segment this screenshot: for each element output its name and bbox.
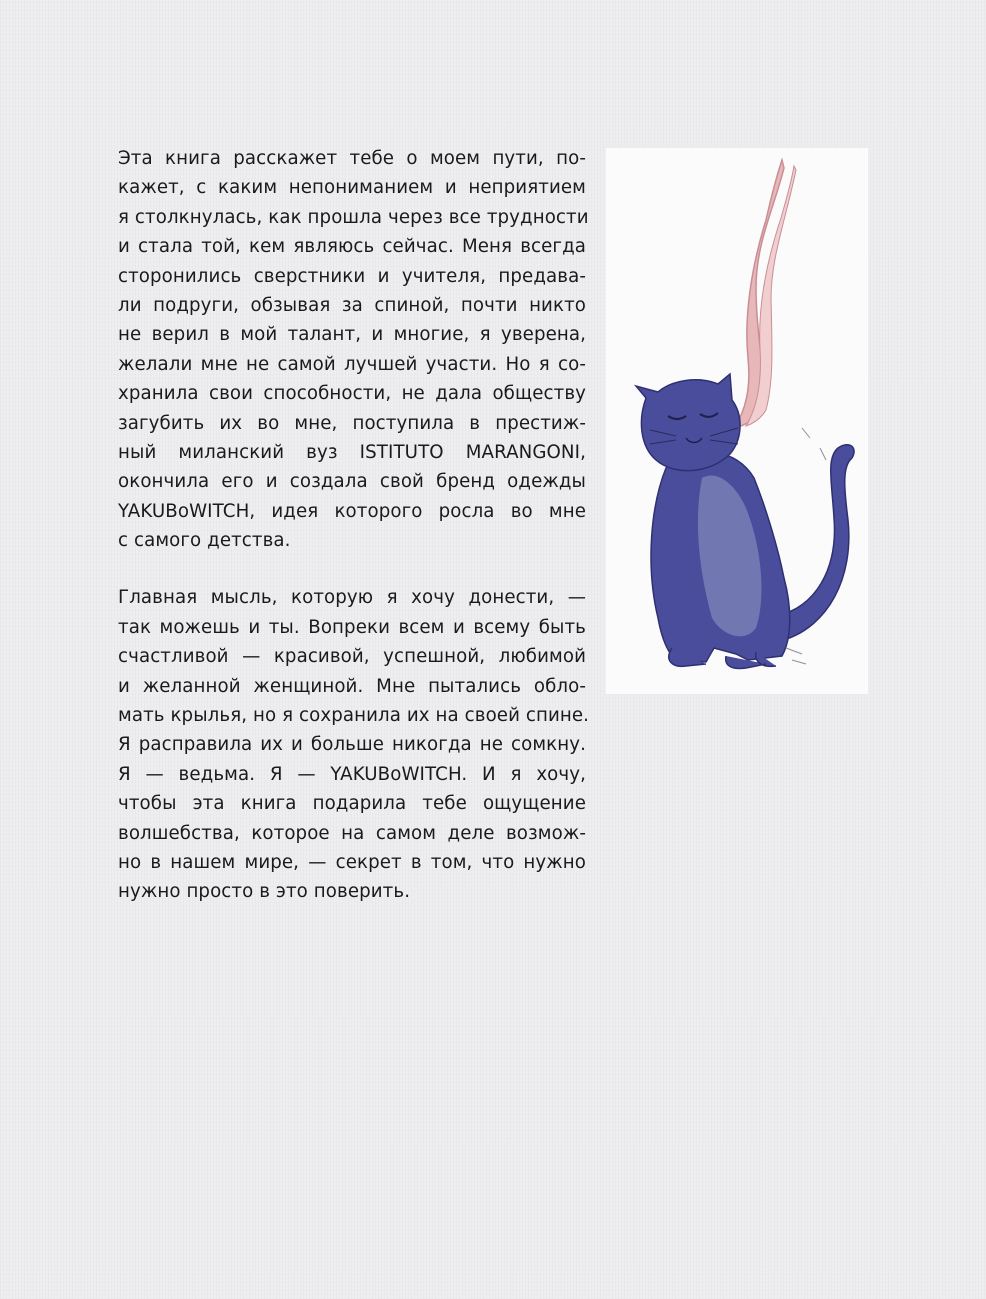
cat-with-ribbon-illustration (606, 148, 868, 694)
text-line: ли подруги, обзывая за спиной, почти никто (118, 294, 586, 316)
text-line: загубить их во мне, поступила в престиж- (118, 412, 586, 434)
paragraph-2 (118, 583, 590, 906)
text-line: так можешь и ты. Вопреки всем и всему быть (118, 616, 586, 638)
text-line: я столкнулась, как прошла через все трудности (118, 206, 589, 228)
text-line: чтобы эта книга подарила тебе ощущение (118, 793, 586, 815)
text-line: и желанной женщиной. Мне пытались обло- (118, 675, 586, 697)
text-line: сторонились сверстники и учителя, предава- (118, 265, 586, 287)
text-line: мать крылья, но я сохранила их на своей спине. (118, 705, 590, 727)
text-line: YAKUBoWITCH, идея которого росла во мне (118, 500, 586, 522)
text-line: и стала той, кем являюсь сейчас. Меня всегда (118, 236, 586, 258)
text-line: желали мне не самой лучшей участи. Но я со- (118, 353, 586, 375)
text-line: нужно просто в это поверить. (118, 881, 411, 903)
text-line: волшебства, которое на самом деле возмож- (118, 822, 586, 844)
text-line: окончила его и создала свой бренд одежды (118, 471, 586, 493)
text-column (118, 144, 590, 907)
text-line: Главная мысль, которую я хочу донести, — (118, 587, 586, 609)
text-line: кажет, с каким непониманием и неприятием (118, 177, 586, 199)
text-line: хранила свои способности, не дала обществу (118, 383, 586, 405)
text-line: ный миланский вуз ISTITUTO MARANGONI, (118, 441, 586, 463)
text-line: Эта книга расскажет тебе о моем пути, по- (118, 148, 586, 169)
text-line: счастливой — красивой, успешной, любимой (118, 646, 586, 668)
text-line: но в нашем мире, — секрет в том, что нужно (118, 851, 586, 873)
text-line: не верил в мой талант, и многие, я уверена, (118, 324, 586, 346)
text-line: Я — ведьма. Я — YAKUBoWITCH. И я хочу, (118, 763, 586, 785)
cat-head (636, 374, 740, 471)
text-line: Я расправила их и больше никогда не сомкну. (118, 734, 586, 756)
text-line: с самого детства. (118, 530, 291, 552)
cat-illustration-svg (606, 148, 868, 694)
paragraph-1 (118, 144, 589, 555)
